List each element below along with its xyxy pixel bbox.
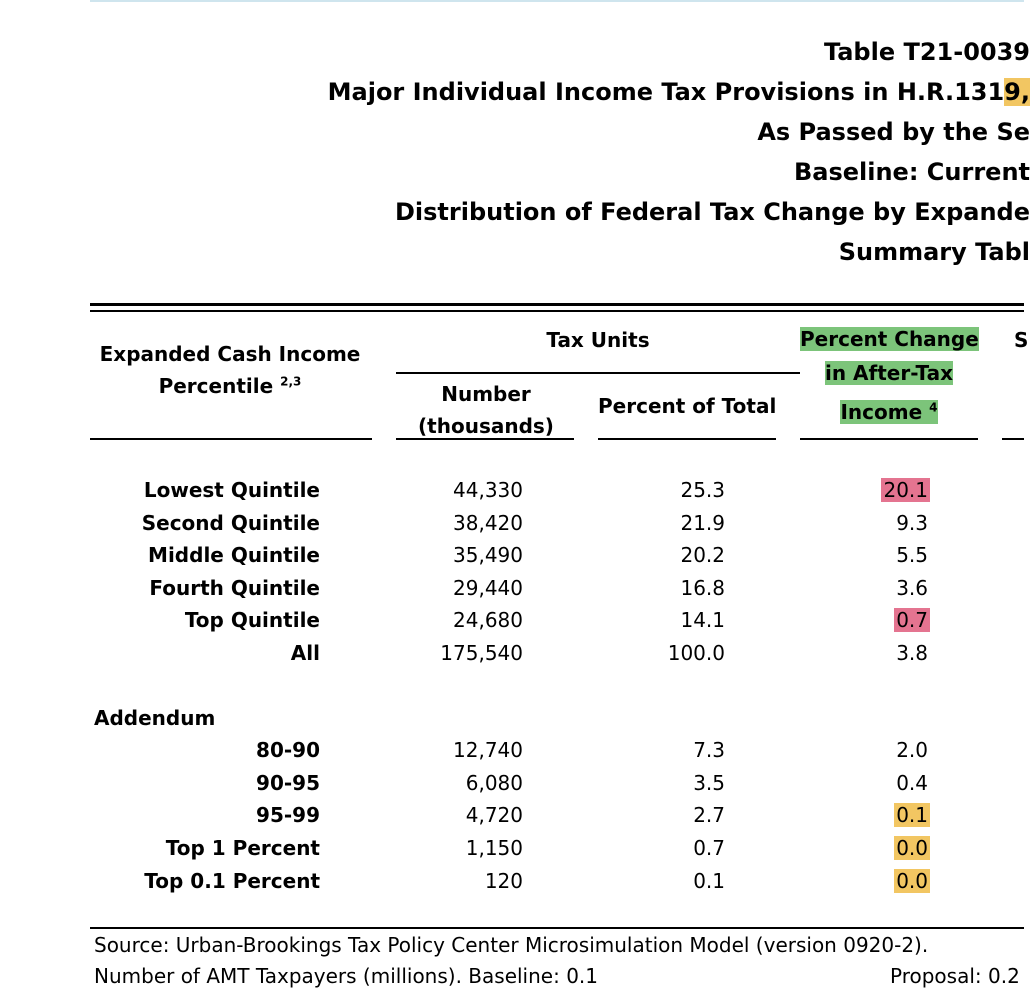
row-pct-total: 14.1 bbox=[680, 608, 725, 632]
row-pct-change: 0.4 bbox=[896, 771, 928, 795]
row-label: Middle Quintile bbox=[148, 543, 320, 567]
row-label: Lowest Quintile bbox=[143, 478, 320, 502]
pct-change-col-rule bbox=[800, 438, 978, 440]
next-col-rule bbox=[1002, 438, 1024, 440]
row-pct-total: 0.7 bbox=[693, 836, 725, 860]
row-label: Fourth Quintile bbox=[149, 576, 320, 600]
addendum-label: Addendum bbox=[94, 706, 216, 730]
row-label: 95-99 bbox=[256, 803, 320, 827]
row-label: 80-90 bbox=[256, 738, 320, 762]
number-header: Number (thousands) bbox=[418, 382, 554, 438]
row-pct-change: 3.8 bbox=[896, 641, 928, 665]
row-number: 6,080 bbox=[465, 771, 523, 795]
row-number: 44,330 bbox=[453, 478, 523, 502]
tax-units-header: Tax Units bbox=[546, 328, 650, 352]
row-number: 12,740 bbox=[453, 738, 523, 762]
row-label: Second Quintile bbox=[141, 511, 320, 535]
row-label: 90-95 bbox=[256, 771, 320, 795]
pct-total-col-rule bbox=[598, 438, 776, 440]
table-number: Table T21-0039 bbox=[823, 38, 1030, 66]
tax-units-rule bbox=[396, 372, 800, 374]
row-pct-total: 0.1 bbox=[693, 869, 725, 893]
top-border bbox=[90, 0, 1024, 2]
row-label: Top 1 Percent bbox=[165, 836, 320, 860]
table-subtitle-passed: As Passed by the Se bbox=[757, 118, 1030, 146]
row-label: Top 0.1 Percent bbox=[144, 869, 320, 893]
row-number: 120 bbox=[484, 869, 523, 893]
row-pct-total: 21.9 bbox=[680, 511, 725, 535]
amt-proposal-note: Proposal: 0.2 bbox=[890, 964, 1020, 988]
row-pct-change: 2.0 bbox=[896, 738, 928, 762]
row-number: 4,720 bbox=[465, 803, 523, 827]
row-number: 24,680 bbox=[453, 608, 523, 632]
row-label: All bbox=[290, 641, 320, 665]
row-pct-total: 16.8 bbox=[680, 576, 725, 600]
table-title: Major Individual Income Tax Provisions in H.R.1319, bbox=[327, 78, 1030, 106]
row-pct-total: 2.7 bbox=[693, 803, 725, 827]
header-rule-top bbox=[90, 303, 1024, 306]
footer-rule bbox=[90, 927, 1024, 929]
percent-of-total-header: Percent of Total bbox=[598, 394, 777, 418]
source-note: Source: Urban-Brookings Tax Policy Center Microsimulation Model (version 0920-2). bbox=[94, 933, 929, 957]
table-baseline: Baseline: Current bbox=[793, 158, 1030, 186]
row-number: 38,420 bbox=[453, 511, 523, 535]
row-number: 35,490 bbox=[453, 543, 523, 567]
amt-note: Number of AMT Taxpayers (millions). Baseline: 0.1 bbox=[94, 964, 598, 988]
income-percentile-header: Expanded Cash Income Percentile $^{2,3}$ bbox=[99, 342, 361, 398]
row-pct-total: 3.5 bbox=[693, 771, 725, 795]
row-pct-change: 3.6 bbox=[896, 576, 928, 600]
row-pct-change: 20.1 bbox=[883, 478, 928, 502]
table-summary: Summary Tabl bbox=[838, 238, 1030, 266]
percent-change-header: Percent Change in After-Tax Income $^4$ bbox=[800, 327, 979, 424]
row-pct-change: 9.3 bbox=[896, 511, 928, 535]
row-pct-change: 0.0 bbox=[896, 869, 928, 893]
row-pct-change: 0.1 bbox=[896, 803, 928, 827]
header-rule-bottom bbox=[90, 310, 1024, 312]
number-col-rule bbox=[396, 438, 574, 440]
row-number: 1,150 bbox=[465, 836, 523, 860]
row-number: 175,540 bbox=[440, 641, 523, 665]
row-pct-total: 25.3 bbox=[680, 478, 725, 502]
table-distribution: Distribution of Federal Tax Change by Expande bbox=[395, 198, 1030, 226]
row-number: 29,440 bbox=[453, 576, 523, 600]
row-pct-change: 5.5 bbox=[896, 543, 928, 567]
row-pct-total: 100.0 bbox=[667, 641, 725, 665]
row-label: Top Quintile bbox=[184, 608, 320, 632]
next-column-header-partial: S bbox=[1014, 328, 1029, 352]
row-pct-total: 7.3 bbox=[693, 738, 725, 762]
income-col-rule bbox=[90, 438, 372, 440]
row-pct-total: 20.2 bbox=[680, 543, 725, 567]
row-pct-change: 0.7 bbox=[896, 608, 928, 632]
row-pct-change: 0.0 bbox=[896, 836, 928, 860]
